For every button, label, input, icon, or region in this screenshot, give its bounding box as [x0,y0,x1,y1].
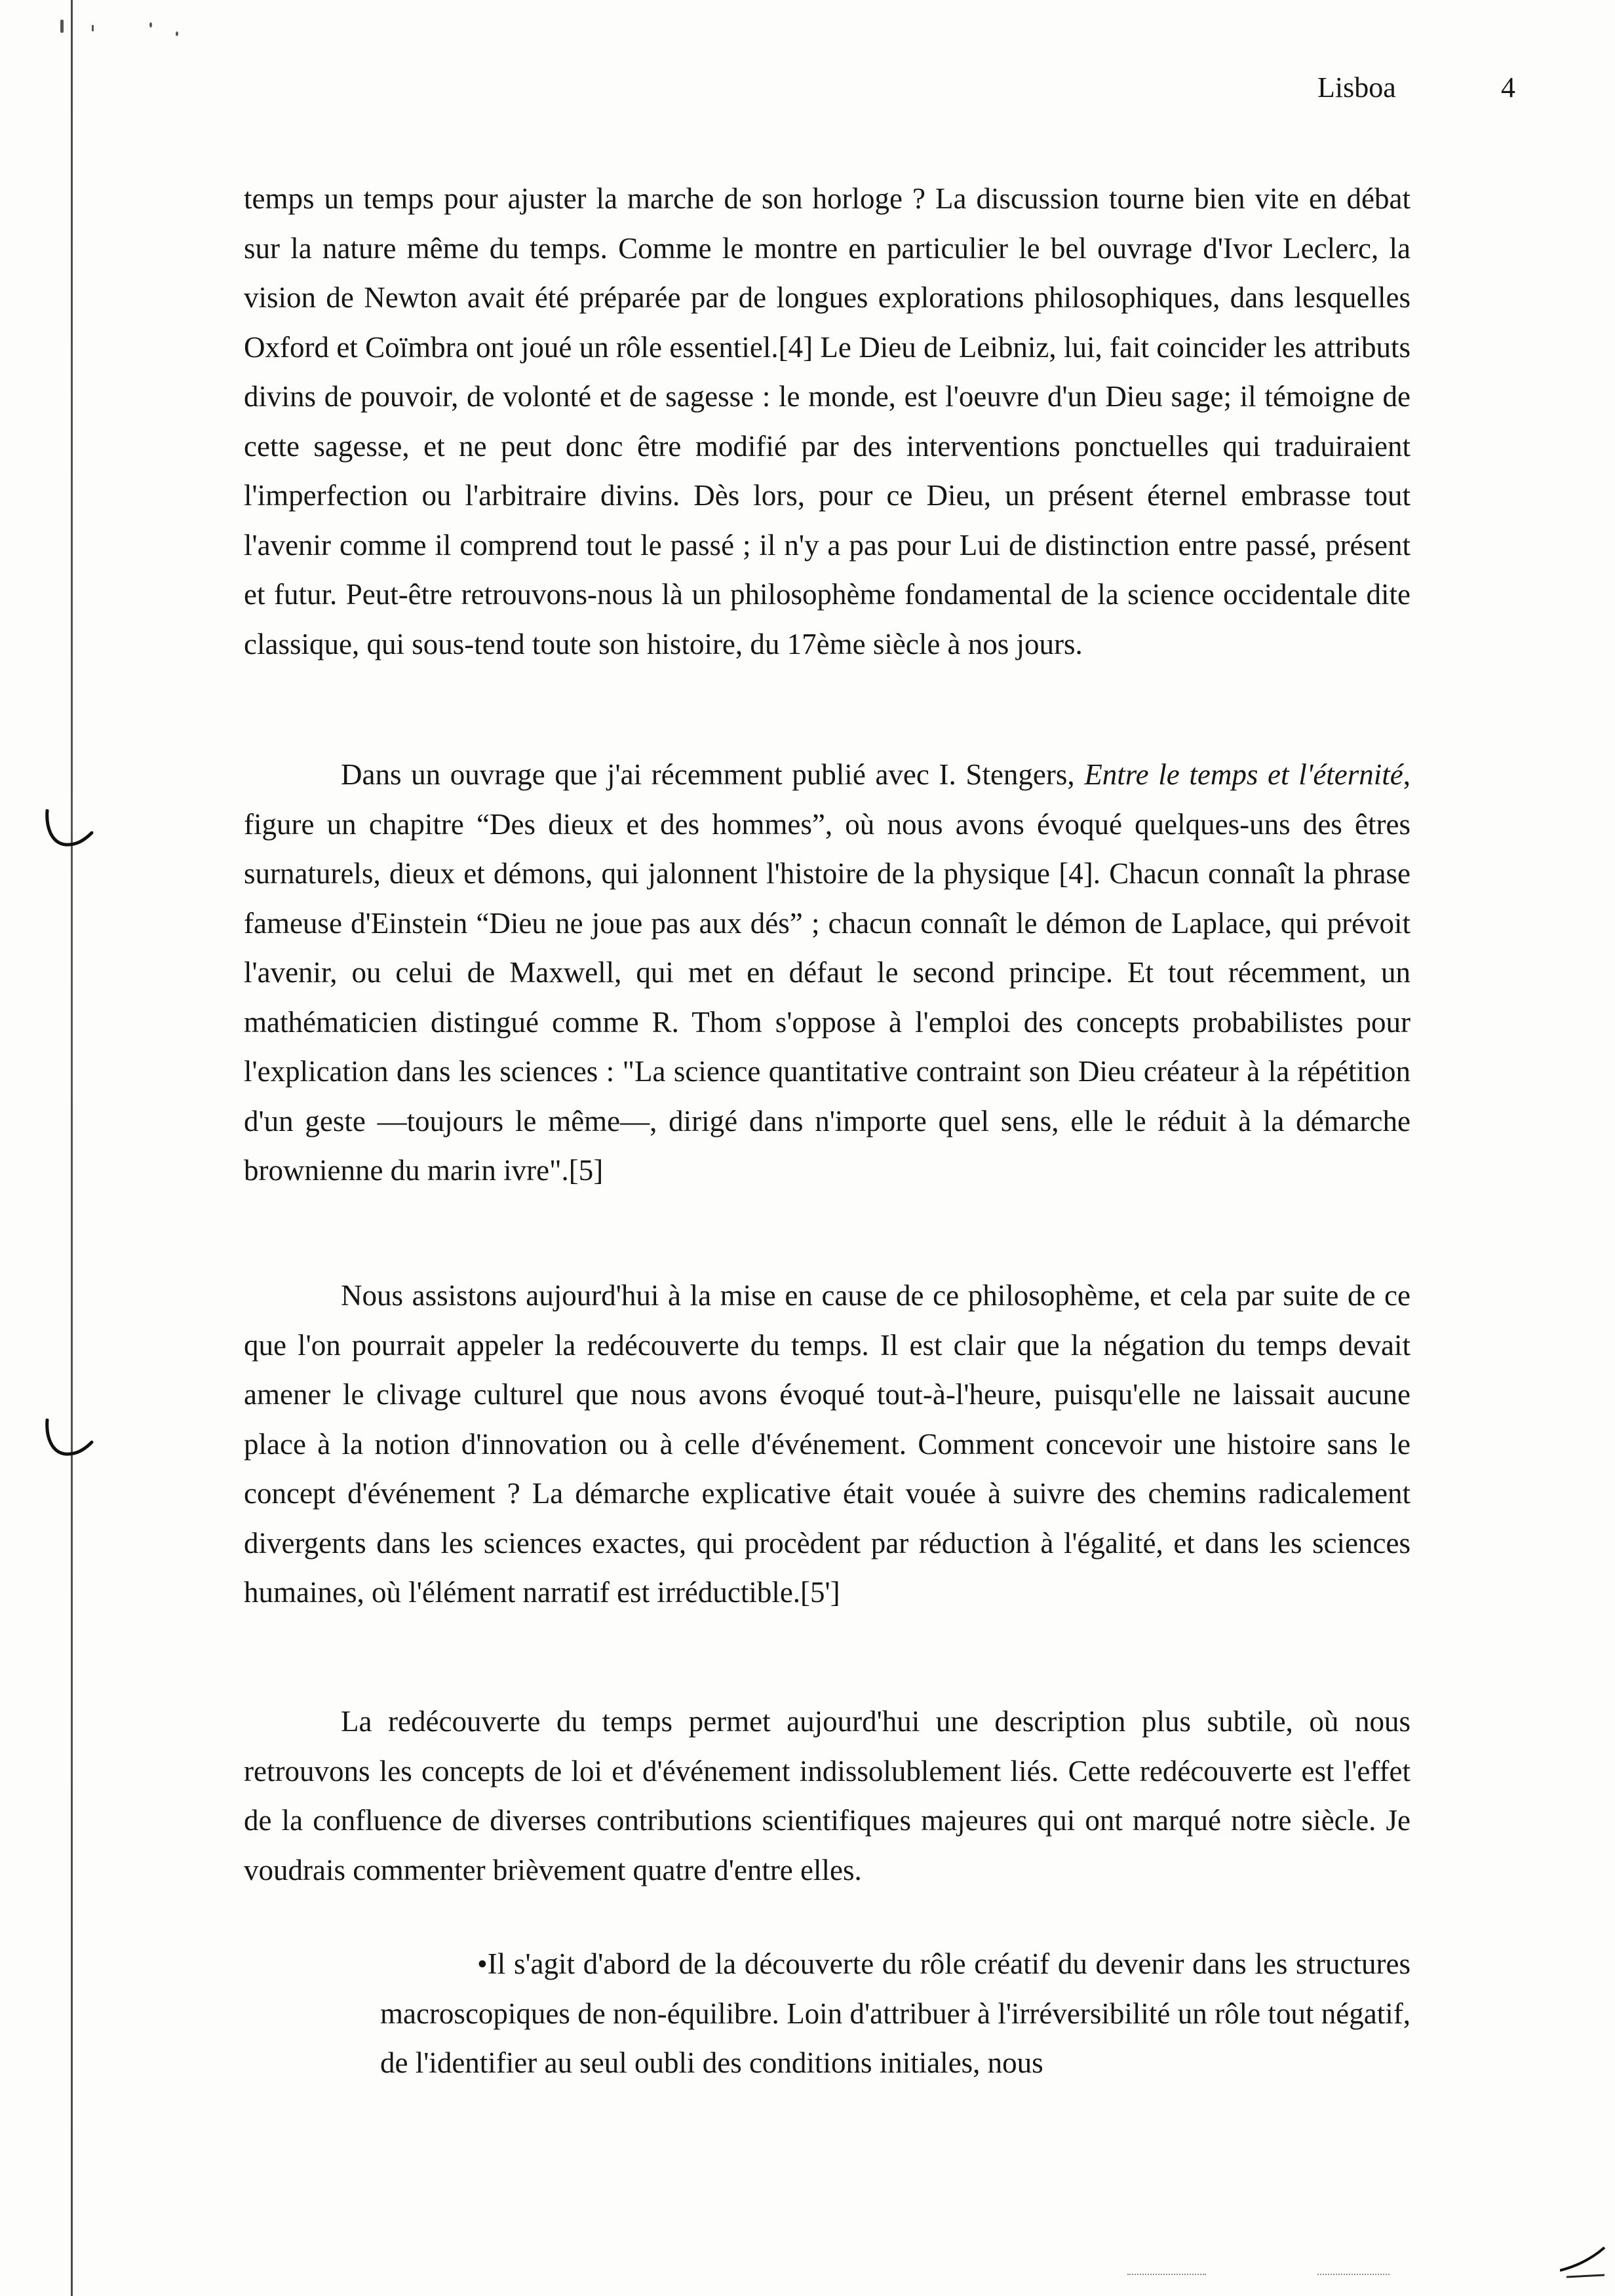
page-number: 4 [1501,71,1515,104]
bullet-text: •Il s'agit d'abord de la découverte du rôle créatif du devenir dans les structures macroscopiques de non-équilibre. Loin d'attribuer à l'irréversibilité un rôle tout négatif, de l'identifier au seul oubli des conditions initiales, nous [380,1947,1411,2079]
header-author: Lisboa [1317,71,1396,104]
scan-speck [60,20,64,33]
paragraph-1 [244,174,1411,669]
scan-artifact [1127,2274,1206,2279]
scan-speck [92,25,94,31]
paragraph-text: La redécouverte du temps permet aujourd'hui une description plus subtile, où nous retrouvons les concepts de loi et d'événement indissolublement liés. Cette redécouverte est l'effet de la confluence de diverses contributions scientifiques majeures qui ont marqué notre siècle. Je voudrais commenter brièvement quatre d'entre elles. [244,1705,1411,1886]
margin-hook-mark [43,809,94,849]
paragraph-text-after: , figure un chapitre “Des dieux et des hommes”, où nous avons évoqué quelques-uns des êtres surnaturels, dieux et démons, qui jalonnent l'histoire de la physique [4]. Chacun connaît la phrase fameuse d'Einstein “Dieu ne joue pas aux dés” ; chacun connaît le démon de Laplace, qui prévoit l'avenir, ou celui de Maxwell, qui met en défaut le second principe. Et tout récemment, un mathématicien distingué comme R. Thom s'oppose à l'emploi des concepts probabilistes pour l'explication dans les sciences : "La science quantitative contraint son Dieu créateur à la répétition d'un geste —toujours le même—, dirigé dans n'importe quel sens, elle le réduit à la démarche brownienne du marin ivre".[5] [244,758,1411,1187]
paragraph-text: temps un temps pour ajuster la marche de son horloge ? La discussion tourne bien vite en débat sur la nature même du temps. Comme le montre en particulier le bel ouvrage d'Ivor Leclerc, la vision de Newton avait été préparée par de longues explorations philosophiques, dans lesquelles Oxford et Coïmbra ont joué un rôle essentiel.[4] Le Dieu de Leibniz, lui, fait coincider les attributs divins de pouvoir, de volonté et de sagesse : le monde, est l'oeuvre d'un Dieu sage; il témoigne de cette sagesse, et ne peut donc être modifié par des interventions ponctuelles qui traduiraient l'imperfection ou l'arbitraire divins. Dès lors, pour ce Dieu, un présent éternel embrasse tout l'avenir comme il comprend tout le passé ; il n'y a pas pour Lui de distinction entre passé, présent et futur. Peut-être retrouvons-nous là un philosophème fondamental de la science occidentale dite classique, qui sous-tend toute son histoire, du 17ème siècle à nos jours. [244,182,1411,660]
corner-fold-mark [1560,2241,1606,2280]
running-header [1180,71,1547,110]
paragraph-text-before: Dans un ouvrage que j'ai récemment publié avec I. Stengers, [341,758,1085,791]
paragraph-3 [244,1271,1411,1618]
scan-speck [149,22,152,28]
binding-line [71,0,73,2296]
scan-artifact [1317,2274,1390,2279]
book-title: Entre le temps et l'éternité [1084,758,1403,791]
paragraph-text: Nous assistons aujourd'hui à la mise en cause de ce philosophème, et cela par suite de ce que l'on pourrait appeler la redécouverte du temps. Il est clair que la négation du temps devait amener le clivage culturel que nous avons évoqué tout-à-l'heure, puisqu'elle ne laissait aucune place à la notion d'innovation ou à celle d'événement. Comment concevoir une histoire sans le concept d'événement ? La démarche explicative était vouée à suivre des chemins radicalement divergents dans les sciences exactes, qui procèdent par réduction à l'égalité, et dans les sciences humaines, où l'élément narratif est irréductible.[5'] [244,1279,1411,1609]
scan-speck [176,31,178,36]
margin-hook-mark [43,1419,94,1458]
paragraph-2 [244,750,1411,1196]
paragraph-4 [244,1697,1411,1895]
bullet-paragraph [380,1940,1411,2088]
paragraph-text [244,750,1411,1196]
